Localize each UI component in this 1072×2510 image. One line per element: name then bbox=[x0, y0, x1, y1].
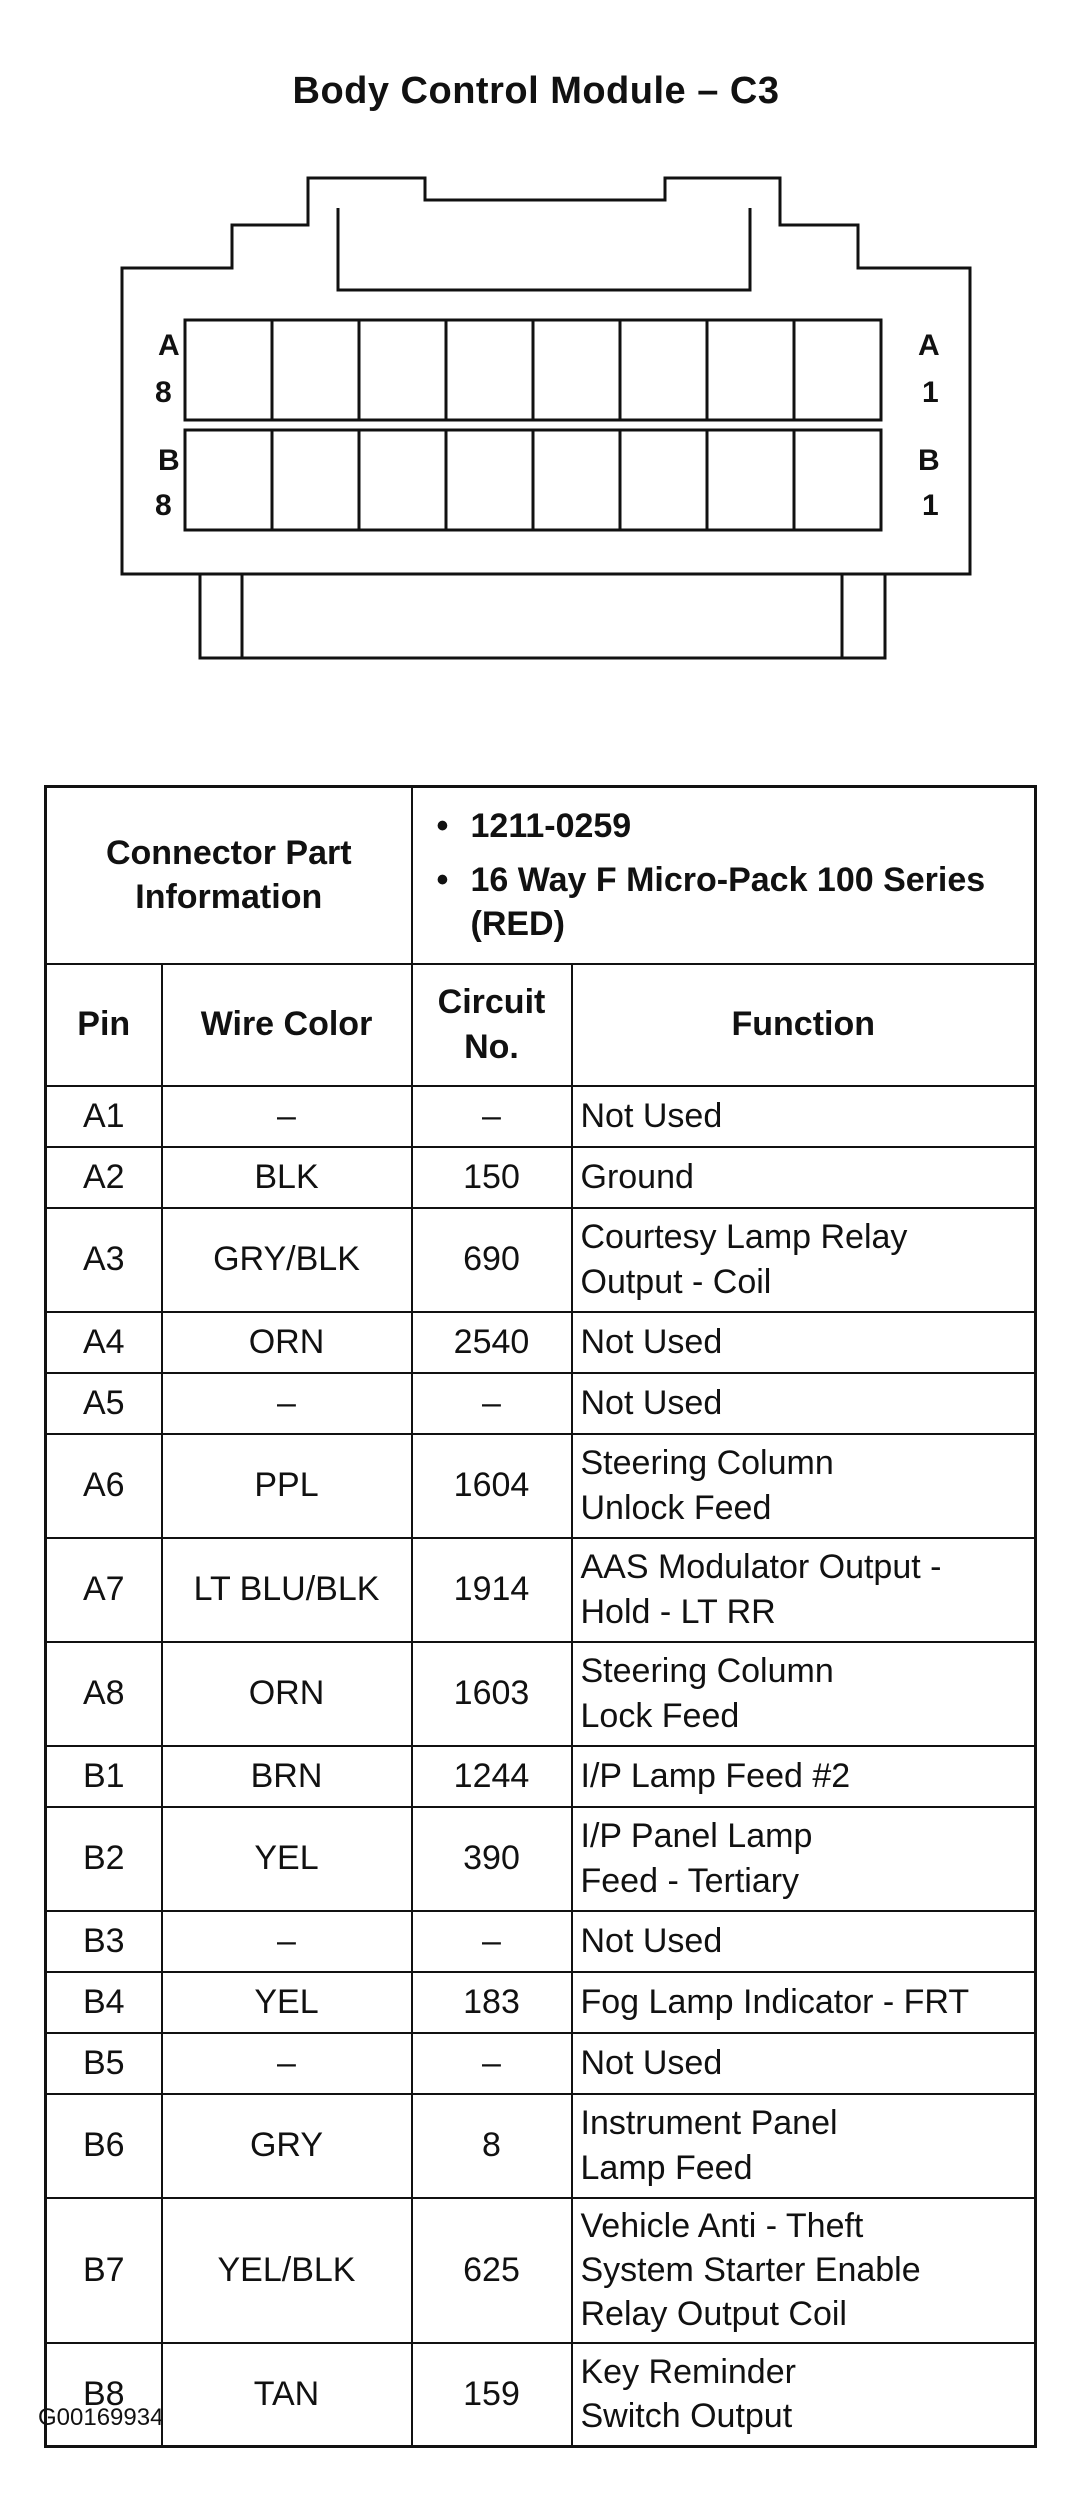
function-cell: Not Used bbox=[572, 1086, 1036, 1147]
pin-cell: A7 bbox=[46, 1538, 162, 1642]
wire-color-cell: TAN bbox=[162, 2343, 412, 2447]
circuit-cell: 625 bbox=[412, 2198, 572, 2343]
table-row bbox=[46, 1434, 1036, 1538]
function-cell: Fog Lamp Indicator - FRT bbox=[572, 1972, 1036, 2033]
circuit-cell: 1914 bbox=[412, 1538, 572, 1642]
table-row bbox=[46, 1746, 1036, 1807]
pin-cell: A6 bbox=[46, 1434, 162, 1538]
circuit-cell: – bbox=[412, 1911, 572, 1972]
pin-cell: A5 bbox=[46, 1373, 162, 1434]
label-right-pin-a1: 1 bbox=[922, 376, 939, 409]
table-row bbox=[46, 1538, 1036, 1642]
connector-base bbox=[200, 574, 885, 658]
col-header-circuit: Circuit No. bbox=[412, 964, 572, 1086]
wire-color-cell: – bbox=[162, 2033, 412, 2094]
function-cell: Not Used bbox=[572, 1312, 1036, 1373]
wire-color-cell: YEL bbox=[162, 1972, 412, 2033]
connector-housing bbox=[122, 178, 970, 574]
circuit-cell: 8 bbox=[412, 2094, 572, 2198]
table-row bbox=[46, 1086, 1036, 1147]
wire-color-cell: – bbox=[162, 1373, 412, 1434]
pin-cell: A1 bbox=[46, 1086, 162, 1147]
diagram-title: Body Control Module – C3 bbox=[292, 70, 780, 112]
table-row bbox=[46, 2198, 1036, 2343]
wire-color-cell: GRY/BLK bbox=[162, 1208, 412, 1312]
table-row bbox=[46, 1373, 1036, 1434]
wire-color-cell: – bbox=[162, 1911, 412, 1972]
label-left-row-b: B bbox=[158, 444, 180, 477]
circuit-cell: – bbox=[412, 2033, 572, 2094]
wire-color-cell: YEL/BLK bbox=[162, 2198, 412, 2343]
figure-id: G00169934 bbox=[38, 2404, 164, 2431]
table-row bbox=[46, 2033, 1036, 2094]
column-header-row bbox=[46, 964, 1036, 1086]
table-row bbox=[46, 1642, 1036, 1746]
circuit-cell: – bbox=[412, 1373, 572, 1434]
pin-cell: B3 bbox=[46, 1911, 162, 1972]
pin-cell: B4 bbox=[46, 1972, 162, 2033]
wire-color-cell: YEL bbox=[162, 1807, 412, 1911]
col-header-wire-color: Wire Color bbox=[162, 964, 412, 1086]
pin-cell: B7 bbox=[46, 2198, 162, 2343]
wire-color-cell: PPL bbox=[162, 1434, 412, 1538]
connector-pinout-table bbox=[44, 785, 1037, 2448]
function-cell: Vehicle Anti - Theft System Starter Enable Relay Output Coil bbox=[572, 2198, 1036, 2343]
wire-color-cell: ORN bbox=[162, 1642, 412, 1746]
connector-diagram bbox=[0, 0, 1072, 720]
part-description: • 16 Way F Micro-Pack 100 Series (RED) bbox=[471, 858, 1027, 946]
pin-cell: B2 bbox=[46, 1807, 162, 1911]
part-info-details bbox=[412, 787, 1036, 964]
table-row bbox=[46, 1972, 1036, 2033]
function-cell: Instrument Panel Lamp Feed bbox=[572, 2094, 1036, 2198]
table-row bbox=[46, 1147, 1036, 1208]
label-left-row-a: A bbox=[158, 329, 180, 362]
circuit-cell: 183 bbox=[412, 1972, 572, 2033]
pin-cell: B6 bbox=[46, 2094, 162, 2198]
pin-cell: A8 bbox=[46, 1642, 162, 1746]
table-row bbox=[46, 2343, 1036, 2447]
table-row bbox=[46, 1911, 1036, 1972]
circuit-cell: 1603 bbox=[412, 1642, 572, 1746]
function-cell: Steering Column Lock Feed bbox=[572, 1642, 1036, 1746]
wire-color-cell: BRN bbox=[162, 1746, 412, 1807]
circuit-cell: 390 bbox=[412, 1807, 572, 1911]
function-cell: Not Used bbox=[572, 2033, 1036, 2094]
wire-color-cell: BLK bbox=[162, 1147, 412, 1208]
function-cell: Steering Column Unlock Feed bbox=[572, 1434, 1036, 1538]
pin-cell: B8 bbox=[46, 2343, 162, 2447]
table-row bbox=[46, 1807, 1036, 1911]
function-cell: Not Used bbox=[572, 1911, 1036, 1972]
wire-color-cell: – bbox=[162, 1086, 412, 1147]
pin-cell: A3 bbox=[46, 1208, 162, 1312]
label-left-pin-b8: 8 bbox=[155, 489, 172, 522]
circuit-cell: 150 bbox=[412, 1147, 572, 1208]
function-cell: Ground bbox=[572, 1147, 1036, 1208]
pin-cell: B1 bbox=[46, 1746, 162, 1807]
function-cell: AAS Modulator Output - Hold - LT RR bbox=[572, 1538, 1036, 1642]
circuit-cell: – bbox=[412, 1086, 572, 1147]
circuit-cell: 2540 bbox=[412, 1312, 572, 1373]
pin-cell: B5 bbox=[46, 2033, 162, 2094]
circuit-cell: 1604 bbox=[412, 1434, 572, 1538]
wire-color-cell: ORN bbox=[162, 1312, 412, 1373]
connector-latch bbox=[338, 208, 750, 290]
pin-row-b bbox=[185, 430, 881, 530]
circuit-cell: 690 bbox=[412, 1208, 572, 1312]
label-right-row-b: B bbox=[918, 444, 940, 477]
table-row bbox=[46, 1208, 1036, 1312]
function-cell: Courtesy Lamp Relay Output - Coil bbox=[572, 1208, 1036, 1312]
pin-row-a bbox=[185, 320, 881, 420]
table-row bbox=[46, 1312, 1036, 1373]
function-cell: Not Used bbox=[572, 1373, 1036, 1434]
part-number: • 1211-0259 bbox=[471, 804, 1027, 848]
function-cell: I/P Lamp Feed #2 bbox=[572, 1746, 1036, 1807]
function-cell: Key Reminder Switch Output bbox=[572, 2343, 1036, 2447]
part-info-row bbox=[46, 787, 1036, 964]
pin-cell: A2 bbox=[46, 1147, 162, 1208]
function-cell: I/P Panel Lamp Feed - Tertiary bbox=[572, 1807, 1036, 1911]
label-right-pin-b1: 1 bbox=[922, 489, 939, 522]
label-left-pin-a8: 8 bbox=[155, 376, 172, 409]
col-header-function: Function bbox=[572, 964, 1036, 1086]
wire-color-cell: LT BLU/BLK bbox=[162, 1538, 412, 1642]
part-info-label: Connector Part Information bbox=[46, 787, 412, 964]
table-row bbox=[46, 2094, 1036, 2198]
col-header-pin: Pin bbox=[46, 964, 162, 1086]
wire-color-cell: GRY bbox=[162, 2094, 412, 2198]
label-right-row-a: A bbox=[918, 329, 940, 362]
pin-cell: A4 bbox=[46, 1312, 162, 1373]
circuit-cell: 1244 bbox=[412, 1746, 572, 1807]
circuit-cell: 159 bbox=[412, 2343, 572, 2447]
